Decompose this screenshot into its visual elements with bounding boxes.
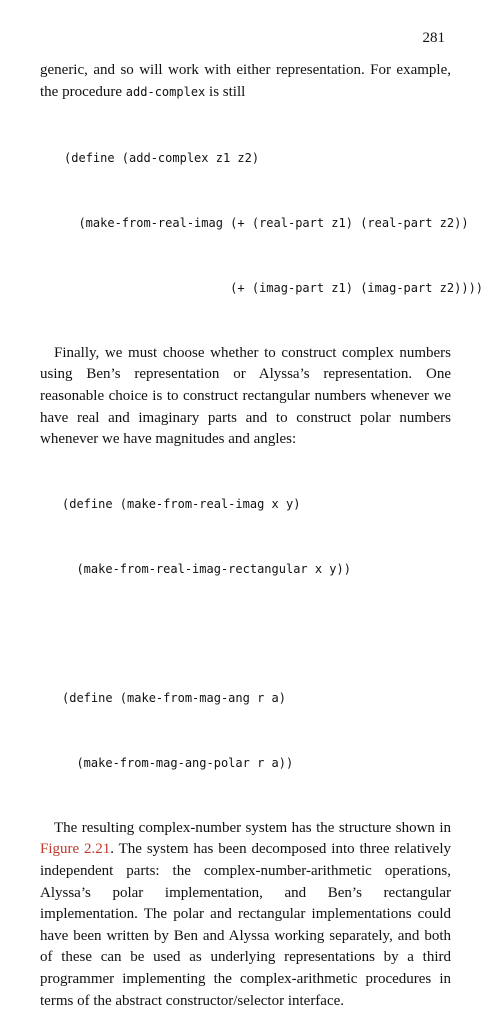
- code-line: (+ (imag-part z1) (imag-part z2)))): [64, 280, 484, 295]
- code-line: (make-from-real-imag-rectangular x y)): [62, 561, 351, 576]
- paragraph-1-text-after: is still: [205, 83, 246, 100]
- paragraph-3: [40, 818, 451, 1012]
- code-block-constructors: [62, 451, 451, 818]
- page-number: 281: [422, 30, 445, 46]
- code-line: (define (make-from-real-imag x y): [62, 496, 301, 511]
- code-line-blank: [62, 623, 451, 645]
- paragraph-3-text-after: . The system has been decomposed into three relatively independent parts: the complex-number-arithmetic operations, Alyssa’s polar implementation, and Ben’s rectangular implementation. The polar and rectangular implementations could have been written by Ben and Alyssa working separately, and both of these can be used as underlying representations by a third programmer implementing the complex-arithmetic procedures in terms of the abstract constructor/selector interface.: [40, 841, 451, 1009]
- page-content: [40, 60, 484, 1012]
- code-line: (make-from-real-imag (+ (real-part z1) (real-part z2)): [64, 216, 469, 231]
- code-block-add-complex: [64, 105, 484, 343]
- figure-link[interactable]: Figure 2.21: [40, 841, 111, 858]
- inline-code-add-complex: add-complex: [125, 84, 206, 99]
- code-line: (make-from-mag-ang-polar r a)): [62, 756, 294, 770]
- paragraph-3-text-before: The resulting complex-number system has the structure shown in: [54, 819, 451, 836]
- paragraph-1: [40, 60, 451, 103]
- code-line: (define (make-from-mag-ang r a): [62, 691, 286, 706]
- paragraph-2: Finally, we must choose whether to construct complex numbers using Ben’s representation or Alyssa’s representation. One reasonable choice is to construct rectangular numbers whenever we have real and imaginary parts and to construct polar numbers whenever we have magnitudes and angles:: [40, 344, 451, 448]
- paragraph-1-text-before: generic, and so will work with either representation. For example, the procedure: [40, 62, 451, 100]
- code-line: (define (add-complex z1 z2): [64, 151, 260, 166]
